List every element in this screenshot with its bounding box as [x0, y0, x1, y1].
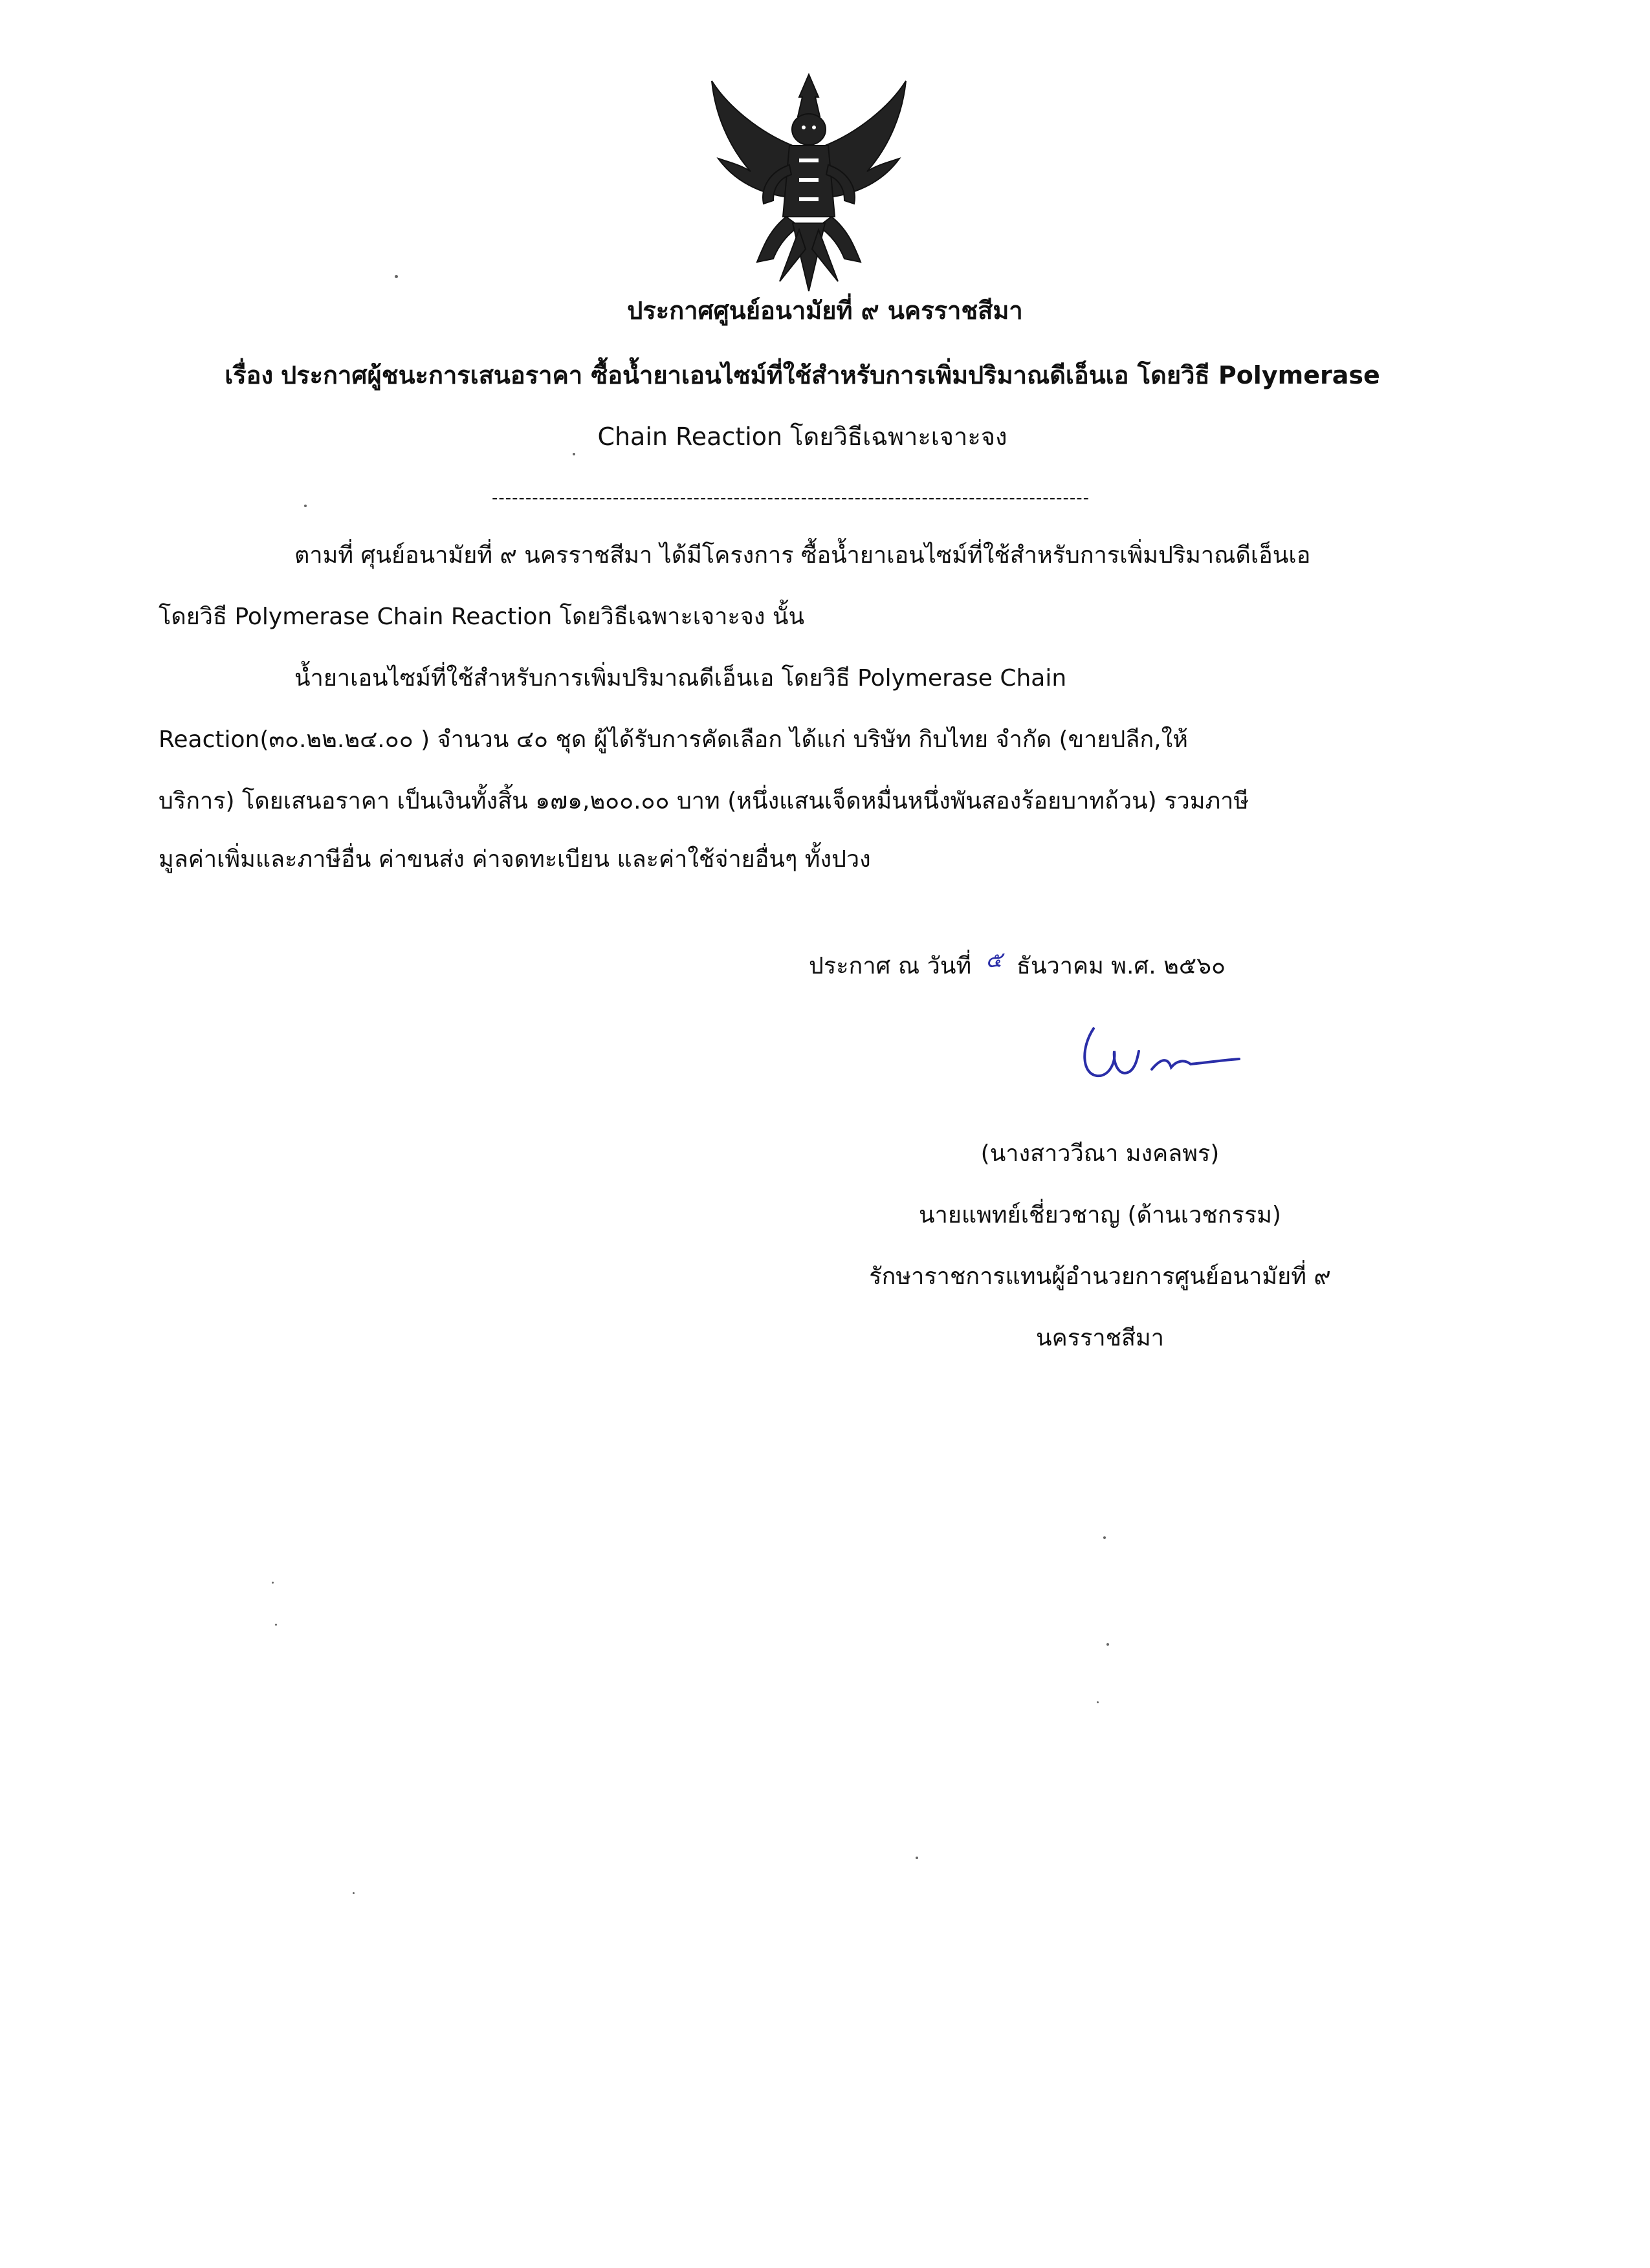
scan-speck [353, 1892, 355, 1894]
signatory-name: (นางสาววีณา มงคลพร) [980, 1140, 1220, 1167]
handwritten-day: ๕ [985, 947, 1002, 973]
signatory-acting-line-1: รักษาราชการแทนผู้อำนวยการศูนย์อนามัยที่ ๙ [869, 1263, 1331, 1290]
announcement-date [809, 947, 1226, 982]
paragraph-2-line-3: บริการ) โดยเสนอราคา เป็นเงินทั้งสิ้น ๑๗๑,๒๐๐.๐๐ บาท (หนึ่งแสนเจ็ดหมื่นหนึ่งพันสองร้อยบาทถ้วน) รวมภาษี [159, 788, 1249, 814]
subject-text-1: ประกาศผู้ชนะการเสนอราคา ซื้อน้ำยาเอนไซม์ที่ใช้สำหรับการเพิ่มปริมาณดีเอ็นเอ โดยวิธี Polymerase [281, 361, 1380, 389]
subject-prefix: เรื่อง [225, 361, 274, 389]
scan-speck [573, 453, 575, 455]
paragraph-2-line-4: มูลค่าเพิ่มและภาษีอื่น ค่าขนส่ง ค่าจดทะเบียน และค่าใช้จ่ายอื่นๆ ทั้งปวง [159, 846, 871, 873]
issuer-title: ประกาศศูนย์อนามัยที่ ๙ นครราชสีมา [627, 296, 1023, 325]
paragraph-2-line-1: น้ำยาเอนไซม์ที่ใช้สำหรับการเพิ่มปริมาณดีเอ็นเอ โดยวิธี Polymerase Chain [294, 665, 1067, 692]
scan-speck [916, 1857, 918, 1859]
paragraph-2-line-2: Reaction(๓๐.๒๒.๒๔.๐๐ ) จำนวน ๔๐ ชุด ผู้ได้รับการคัดเลือก ได้แก่ บริษัท กิบไทย จำกัด (ขายปลีก,ให้ [159, 726, 1188, 753]
date-suffix: ธันวาคม พ.ศ. ๒๕๖๐ [1016, 953, 1226, 979]
paragraph-1-line-2: โดยวิธี Polymerase Chain Reaction โดยวิธีเฉพาะเจาะจง นั้น [159, 604, 805, 630]
subject-line-2: Chain Reaction โดยวิธีเฉพาะเจาะจง [597, 422, 1007, 451]
paragraph-1-line-1: ตามที่ ศุนย์อนามัยที่ ๙ นครราชสีมา ได้มีโครงการ ซื้อน้ำยาเอนไซม์ที่ใช้สำหรับการเพิ่มปริมาณดีเอ็นเอ [294, 542, 1311, 569]
signatory-position: นายแพทย์เชี่ยวชาญ (ด้านเวชกรรม) [919, 1202, 1281, 1228]
date-prefix: ประกาศ ณ วันที่ [809, 953, 972, 979]
scan-speck [1103, 1536, 1106, 1539]
handwritten-signature [1074, 1012, 1249, 1090]
scan-speck [272, 1582, 274, 1584]
scan-speck [395, 275, 398, 278]
garuda-emblem-icon [702, 68, 916, 301]
divider-line: ----------------------------------------------------------------------------------------- [492, 488, 1090, 508]
scan-speck [1097, 1701, 1099, 1703]
scan-speck [275, 1624, 277, 1626]
scan-speck [304, 505, 307, 507]
subject-line-1 [168, 359, 1436, 391]
scan-speck [1106, 1643, 1109, 1646]
signatory-acting-line-2: นครราชสีมา [1036, 1325, 1164, 1351]
